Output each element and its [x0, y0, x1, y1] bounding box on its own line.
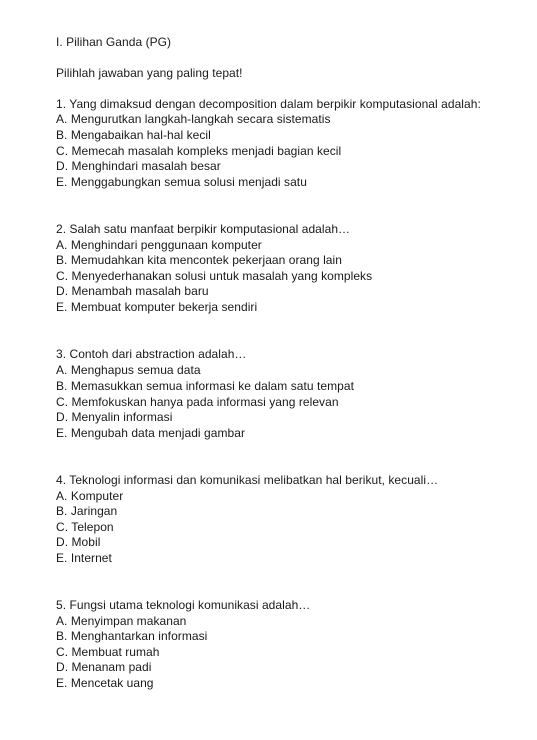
option-a: A. Menyimpan makanan — [56, 614, 187, 628]
option-b: B. Memasukkan semua informasi ke dalam satu tempat — [56, 379, 354, 393]
option-c: C. Memfokuskan hanya pada informasi yang relevan — [56, 395, 339, 409]
option-e: E. Internet — [56, 551, 112, 565]
option-a: A. Menghapus semua data — [56, 363, 201, 377]
option-c: C. Membuat rumah — [56, 645, 160, 659]
option-c: C. Telepon — [56, 520, 114, 534]
instruction-text: Pilihlah jawaban yang paling tepat! — [56, 66, 243, 80]
option-b: B. Memudahkan kita mencontek pekerjaan orang lain — [56, 253, 342, 267]
option-b: B. Jaringan — [56, 504, 118, 518]
option-a: A. Komputer — [56, 489, 124, 503]
option-d: D. Menanam padi — [56, 660, 152, 674]
option-b: B. Menghantarkan informasi — [56, 629, 208, 643]
question-text: 2. Salah satu manfaat berpikir komputasional adalah… — [56, 222, 351, 236]
question-text: 4. Teknologi informasi dan komunikasi melibatkan hal berikut, kecuali… — [56, 473, 439, 487]
option-c: C. Menyederhanakan solusi untuk masalah yang kompleks — [56, 269, 373, 283]
option-c: C. Memecah masalah kompleks menjadi bagian kecil — [56, 144, 342, 158]
option-e: E. Mencetak uang — [56, 676, 154, 690]
option-a: A. Mengurutkan langkah-langkah secara sistematis — [56, 112, 331, 126]
option-e: E. Menggabungkan semua solusi menjadi satu — [56, 175, 307, 189]
option-d: D. Menambah masalah baru — [56, 284, 209, 298]
option-b: B. Mengabaikan hal-hal kecil — [56, 128, 211, 142]
option-e: E. Mengubah data menjadi gambar — [56, 426, 246, 440]
option-a: A. Menghindari penggunaan komputer — [56, 238, 262, 252]
option-d: D. Menghindari masalah besar — [56, 159, 221, 173]
question-text: 5. Fungsi utama teknologi komunikasi adalah… — [56, 598, 311, 612]
option-d: D. Menyalin informasi — [56, 410, 173, 424]
question-text: 3. Contoh dari abstraction adalah… — [56, 347, 247, 361]
section-title: I. Pilihan Ganda (PG) — [56, 35, 172, 49]
question-text: 1. Yang dimaksud dengan decomposition dalam berpikir komputasional adalah: — [56, 97, 481, 111]
option-e: E. Membuat komputer bekerja sendiri — [56, 300, 258, 314]
option-d: D. Mobil — [56, 535, 101, 549]
